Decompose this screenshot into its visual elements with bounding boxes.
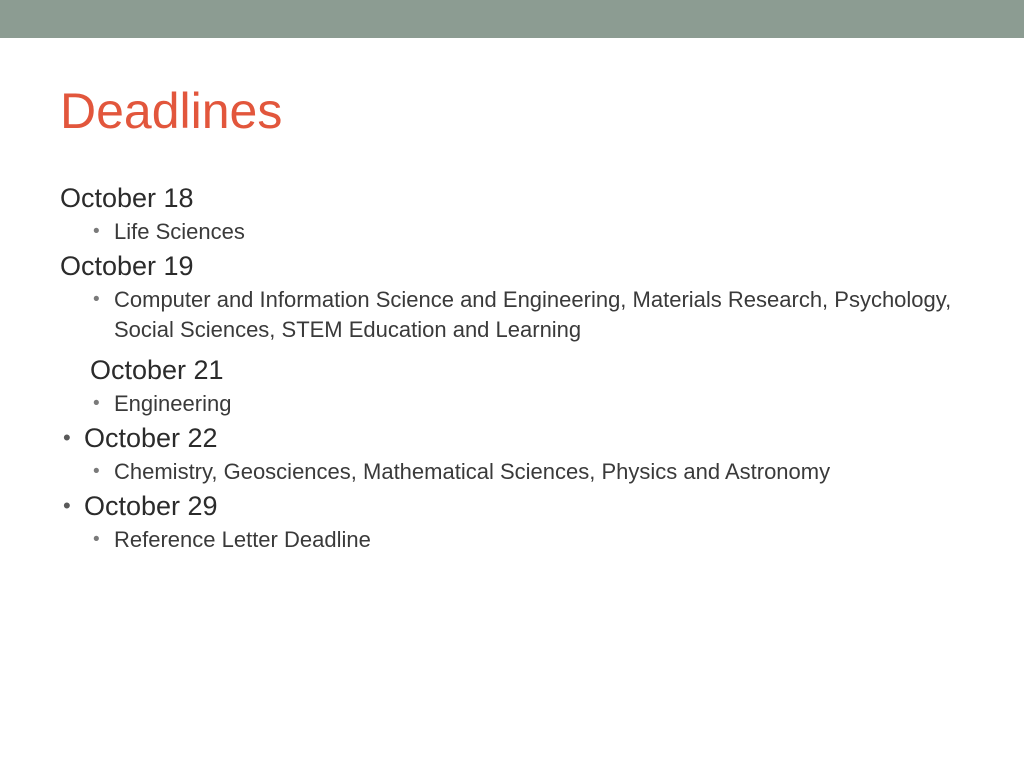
list-item-label: October 22 (84, 423, 218, 453)
list-item-label: Life Sciences (114, 218, 245, 244)
bullet-icon: • (93, 288, 100, 310)
list-item (60, 285, 960, 347)
slide-body (60, 182, 960, 557)
list-item-label: Engineering (114, 391, 232, 417)
list-item (60, 525, 960, 556)
bullet-icon: • (63, 492, 71, 518)
list-item (60, 354, 960, 387)
list-item (60, 250, 960, 283)
list-item (60, 490, 960, 523)
list-item-label: Chemistry, Geosciences, Mathematical Sciences, Physics and Astronomy (114, 458, 831, 484)
list-item (60, 422, 960, 455)
list-item-label: October 18 (60, 183, 194, 213)
list-item (60, 457, 960, 488)
bullet-icon: • (93, 528, 100, 550)
list-item-label: October 29 (84, 490, 218, 521)
bullet-icon: • (93, 393, 100, 415)
list-item (60, 182, 960, 215)
slide-top-bar (0, 0, 1024, 38)
list-item (60, 217, 960, 248)
list-item-label: Reference Letter Deadline (114, 526, 371, 552)
page-title: Deadlines (60, 83, 283, 139)
bullet-icon: • (63, 425, 71, 450)
bullet-icon: • (93, 220, 100, 242)
list-item (60, 389, 960, 420)
list-item-label: October 19 (60, 250, 194, 281)
list-item-label: Computer and Information Science and Engineering, Materials Research, Psychology, Social Sciences, STEM Education and Learning (114, 286, 952, 343)
bullet-icon: • (93, 460, 100, 482)
list-item-label: October 21 (90, 355, 224, 386)
